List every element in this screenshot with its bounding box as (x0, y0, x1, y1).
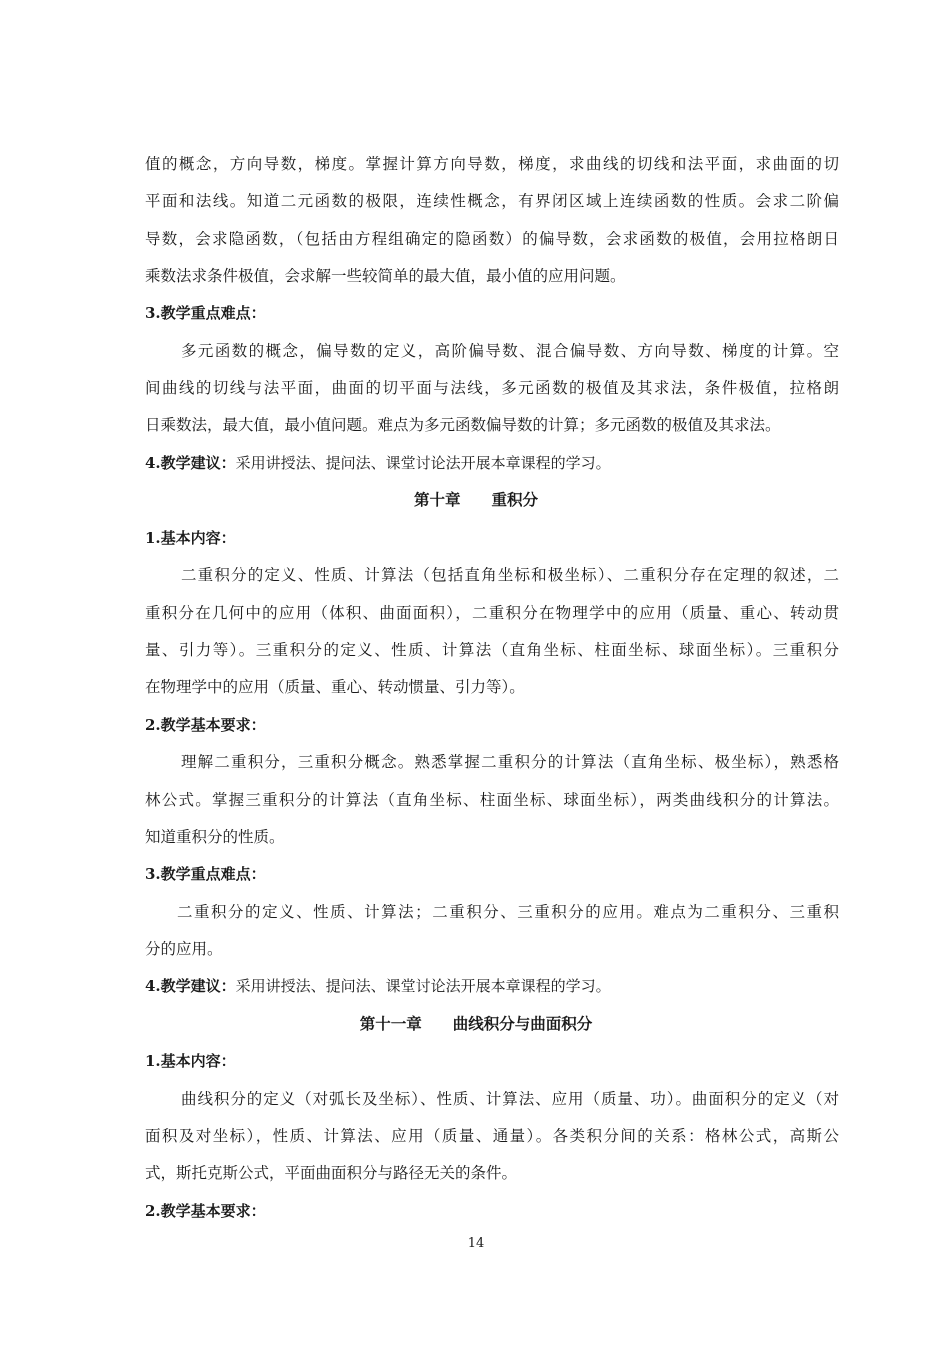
paragraph-line: 导数，会求隐函数，（包括由方程组确定的隐函数）的偏导数，会求函数的极值，会用拉格朗日 (145, 230, 839, 248)
heading-text: 采用讲授法、提问法、课堂讨论法开展本章课程的学习。 (235, 977, 611, 995)
paragraph-line: 二重积分的定义、性质、计算法（包括直角坐标和极坐标）、二重积分存在定理的叙述，二 (181, 566, 839, 584)
section-heading (145, 453, 611, 473)
paragraph-line: 日乘数法，最大值，最小值问题。难点为多元函数偏导数的计算；多元函数的极值及其求法。 (145, 416, 781, 434)
section-heading: 1.基本内容： (145, 1052, 236, 1070)
chapter-title: 第十章 重积分 (413, 490, 538, 509)
paragraph-line: 理解二重积分，三重积分概念。熟悉掌握二重积分的计算法（直角坐标、极坐标），熟悉格 (181, 753, 839, 771)
page-number: 14 (467, 1236, 485, 1251)
paragraph-line: 量、引力等）。三重积分的定义、性质、计算法（直角坐标、柱面坐标、球面坐标）。三重积分 (145, 641, 839, 659)
paragraph-line: 重积分在几何中的应用（体积、曲面面积），二重积分在物理学中的应用（质量、重心、转动贯 (145, 604, 839, 622)
section-heading (145, 976, 611, 996)
section-heading: 2.教学基本要求： (145, 1202, 266, 1220)
heading-label: 4.教学建议： (145, 454, 236, 472)
chapter-title: 第十一章 曲线积分与曲面积分 (359, 1014, 593, 1033)
paragraph-line: 林公式。掌握三重积分的计算法（直角坐标、柱面坐标、球面坐标），两类曲线积分的计算法。 (145, 791, 839, 809)
heading-label: 4.教学建议： (145, 977, 236, 995)
section-heading: 2.教学基本要求： (145, 716, 266, 734)
paragraph-line: 分的应用。 (145, 940, 223, 958)
paragraph-line: 值的概念，方向导数，梯度。掌握计算方向导数，梯度，求曲线的切线和法平面，求曲面的切 (145, 155, 839, 173)
paragraph-line: 式，斯托克斯公式，平面曲面积分与路径无关的条件。 (145, 1164, 518, 1182)
section-heading: 3.教学重点难点： (145, 304, 266, 322)
paragraph-line: 乘数法求条件极值，会求解一些较简单的最大值，最小值的应用问题。 (145, 267, 626, 285)
heading-text: 采用讲授法、提问法、课堂讨论法开展本章课程的学习。 (235, 454, 611, 472)
section-heading: 1.基本内容： (145, 529, 236, 547)
paragraph-line: 面积及对坐标），性质、计算法、应用（质量、通量）。各类积分间的关系：格林公式，高斯公 (145, 1127, 839, 1145)
paragraph-line: 间曲线的切线与法平面，曲面的切平面与法线，多元函数的极值及其求法，条件极值，拉格朗 (145, 379, 839, 397)
paragraph-line: 多元函数的概念，偏导数的定义，高阶偏导数、混合偏导数、方向导数、梯度的计算。空 (181, 342, 839, 360)
paragraph-line: 二重积分的定义、性质、计算法；二重积分、三重积分的应用。难点为二重积分、三重积 (177, 903, 839, 921)
paragraph-line: 平面和法线。知道二元函数的极限，连续性概念，有界闭区域上连续函数的性质。会求二阶偏 (145, 192, 839, 210)
section-heading: 3.教学重点难点： (145, 865, 266, 883)
paragraph-line: 曲线积分的定义（对弧长及坐标）、性质、计算法、应用（质量、功）。曲面积分的定义（对 (181, 1090, 839, 1108)
paragraph-line: 知道重积分的性质。 (145, 828, 285, 846)
paragraph-line: 在物理学中的应用（质量、重心、转动惯量、引力等）。 (145, 678, 525, 696)
